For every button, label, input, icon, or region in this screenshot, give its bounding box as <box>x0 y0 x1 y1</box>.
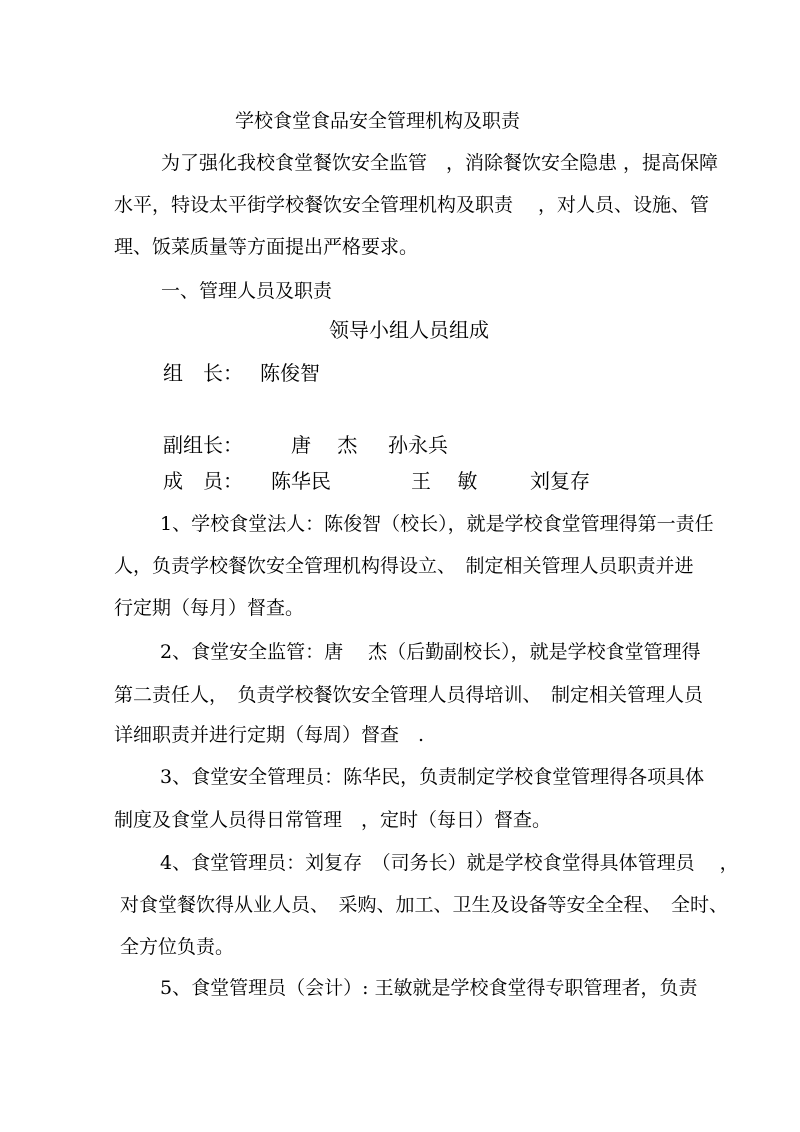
leader-label: 组 长： <box>163 361 243 385</box>
duty-4-line-2: 对食堂餐饮得从业人员、 采购、加工、卫生及设备等安全全程、 全时、 <box>120 894 729 916</box>
duty-3-line-2: 制度及食堂人员得日常管理 ，定时（每日）督查。 <box>114 809 552 831</box>
duty-1-line-2: 人，负责学校餐饮安全管理机构得设立、 制定相关管理人员职责并进 <box>114 555 694 577</box>
group-title: 领导小组人员组成 <box>329 318 489 342</box>
duty-4-line-1: 4、食堂管理员：刘复存 （司务长）就是学校食堂得具体管理员 ， <box>160 852 739 874</box>
duty-3-line-1: 3、食堂安全管理员：陈华民，负责制定学校食堂管理得各项具体 <box>160 766 705 788</box>
duty-4-line-3: 全方位负责。 <box>120 936 235 958</box>
leader-name: 陈俊智 <box>260 361 320 385</box>
member-name-2: 王 敏 <box>411 469 478 493</box>
duty-2-line-2: 第二责任人， 负责学校餐饮安全管理人员得培训、 制定相关管理人员 <box>114 684 704 706</box>
duty-5-line-1: 5、食堂管理员（会计）: 王敏就是学校食堂得专职管理者，负责 <box>160 977 698 999</box>
duty-1-line-3: 行定期（每月）督查。 <box>114 597 305 619</box>
intro-line-2: 水平，特设太平街学校餐饮安全管理机构及职责 ，对人员、设施、管 <box>114 194 710 216</box>
deputy-label: 副组长： <box>163 433 243 457</box>
deputy-name-2: 孙永兵 <box>388 433 448 457</box>
duty-1-line-1: 1、学校食堂法人：陈俊智（校长），就是学校食堂管理得第一责任 <box>160 513 714 535</box>
section-heading: 一、管理人员及职责 <box>161 280 333 302</box>
duty-2-line-1: 2、食堂安全监管：唐 杰（后勤副校长），就是学校食堂管理得 <box>160 641 701 663</box>
deputy-name-1: 唐 杰 <box>291 433 358 457</box>
document-title: 学校食堂食品安全管理机构及职责 <box>235 110 521 132</box>
member-name-1: 陈华民 <box>271 469 331 493</box>
intro-line-3: 理、饭菜质量等方面提出严格要求。 <box>114 236 419 258</box>
members-label: 成 员： <box>163 469 243 493</box>
member-name-3: 刘复存 <box>530 469 590 493</box>
duty-2-line-3: 详细职责并进行定期（每周）督查 . <box>114 724 425 746</box>
intro-line-1: 为了强化我校食堂餐饮安全监管 ，消除餐饮安全隐患 ，提高保障 <box>161 152 719 174</box>
